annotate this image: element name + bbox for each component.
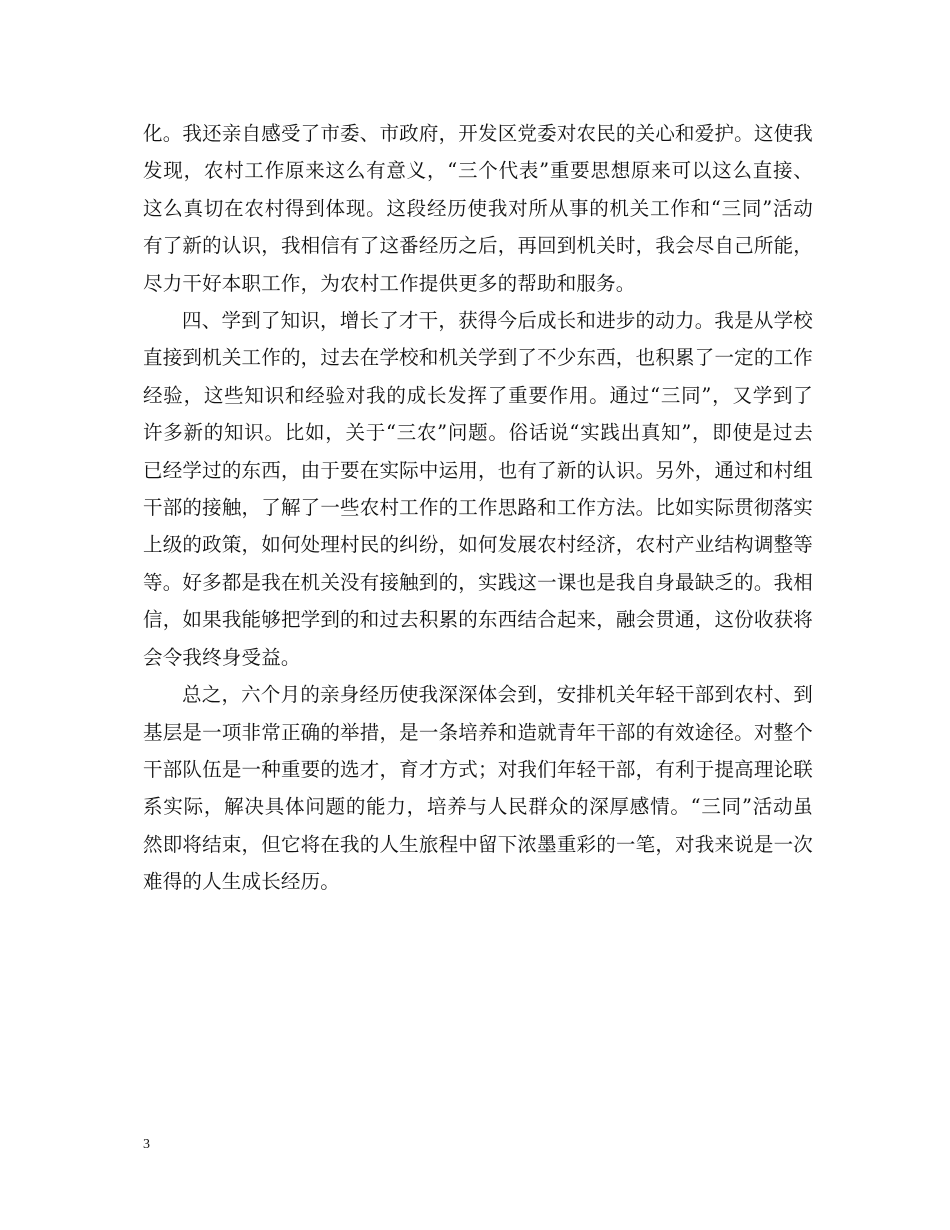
page-number: 3 — [143, 1137, 150, 1152]
paragraph-section-four: 四、学到了知识，增长了才干，获得今后成长和进步的动力。我是从学校直接到机关工作的，过去在学校和机关学到了不少东西，也积累了一定的工作经验，这些知识和经验对我的成长发挥了重要作用。通过“三同”，又学到了许多新的知识。比如，关于“三农”问题。俗话说“实践出真知”，即使是过去已经学过的东西，由于要在实际中运用，也有了新的认识。另外，通过和村组干部的接触，了解了一些农村工作的工作思路和工作方法。比如实际贯彻落实上级的政策，如何处理村民的纠纷，如何发展农村经济，农村产业结构调整等等。好多都是我在机关没有接触到的，实践这一课也是我自身最缺乏的。我相信，如果我能够把学到的和过去积累的东西结合起来，融会贯通，这份收获将会令我终身受益。 — [143, 309, 813, 669]
document-body — [143, 115, 813, 901]
paragraph-conclusion: 总之，六个月的亲身经历使我深深体会到，安排机关年轻干部到农村、到基层是一项非常正确的举措，是一条培养和造就青年干部的有效途径。对整个干部队伍是一种重要的选才，育才方式；对我们年轻干部，有利于提高理论联系实际，解决具体问题的能力，培养与人民群众的深厚感情。“三同”活动虽然即将结束，但它将在我的人生旅程中留下浓墨重彩的一笔，对我来说是一次难得的人生成长经历。 — [143, 683, 813, 894]
paragraph-continuation: 化。我还亲自感受了市委、市政府，开发区党委对农民的关心和爱护。这使我发现，农村工作原来这么有意义，“三个代表”重要思想原来可以这么直接、这么真切在农村得到体现。这段经历使我对所从事的机关工作和“三同”活动有了新的认识，我相信有了这番经历之后，再回到机关时，我会尽自己所能，尽力干好本职工作，为农村工作提供更多的帮助和服务。 — [143, 122, 813, 295]
